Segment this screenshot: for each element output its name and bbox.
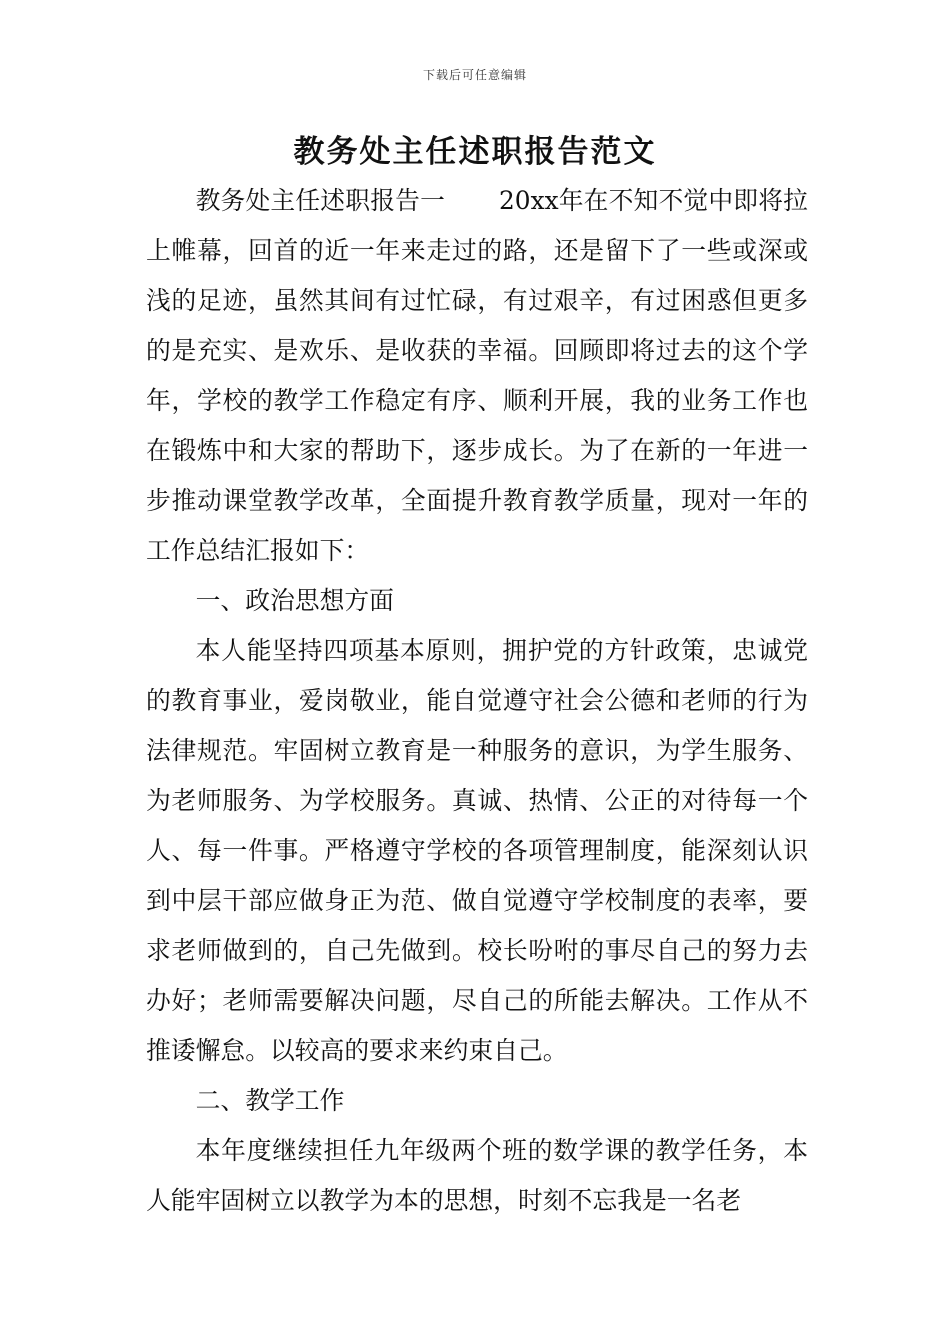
header-note: 下载后可任意编辑 — [422, 68, 527, 82]
document-body — [146, 176, 808, 1226]
intro-paragraph — [146, 176, 808, 576]
section-heading-politics: 一、政治思想方面 — [195, 586, 394, 615]
document-title: 教务处主任述职报告范文 — [293, 134, 657, 170]
section-paragraph-teaching: 本年度继续担任九年级两个班的数学课的教学任务，本人能牢固树立以教学为本的思想，时刻不忘我是一名老 — [146, 1136, 808, 1215]
section-paragraph-politics: 本人能坚持四项基本原则，拥护党的方针政策，忠诚党的教育事业，爱岗敬业，能自觉遵守社会公德和老师的行为法律规范。牢固树立教育是一种服务的意识，为学生服务、为老师服务、为学校服务。真诚、热情、公正的对待每一个人、每一件事。严格遵守学校的各项管理制度，能深刻认识到中层干部应做身正为范、做自觉遵守学校制度的表率，要求老师做到的，自己先做到。校长吩咐的事尽自己的努力去办好；老师需要解决问题，尽自己的所能去解决。工作从不推诿懈怠。以较高的要求来约束自己。 — [146, 636, 808, 1065]
intro-label: 教务处主任述职报告一 — [195, 186, 446, 215]
section-heading-teaching: 二、教学工作 — [195, 1086, 345, 1115]
intro-text: 20xx年在不知不觉中即将拉上帷幕，回首的近一年来走过的路，还是留下了一些或深或浅的足迹，虽然其间有过忙碌，有过艰辛，有过困惑但更多的是充实、是欢乐、是收获的幸福。回顾即将过去的这个学年，学校的教学工作稳定有序、顺利开展，我的业务工作也在锻炼中和大家的帮助下，逐步成长。为了在新的一年进一步推动课堂教学改革，全面提升教育教学质量，现对一年的工作总结汇报如下： — [146, 186, 808, 565]
